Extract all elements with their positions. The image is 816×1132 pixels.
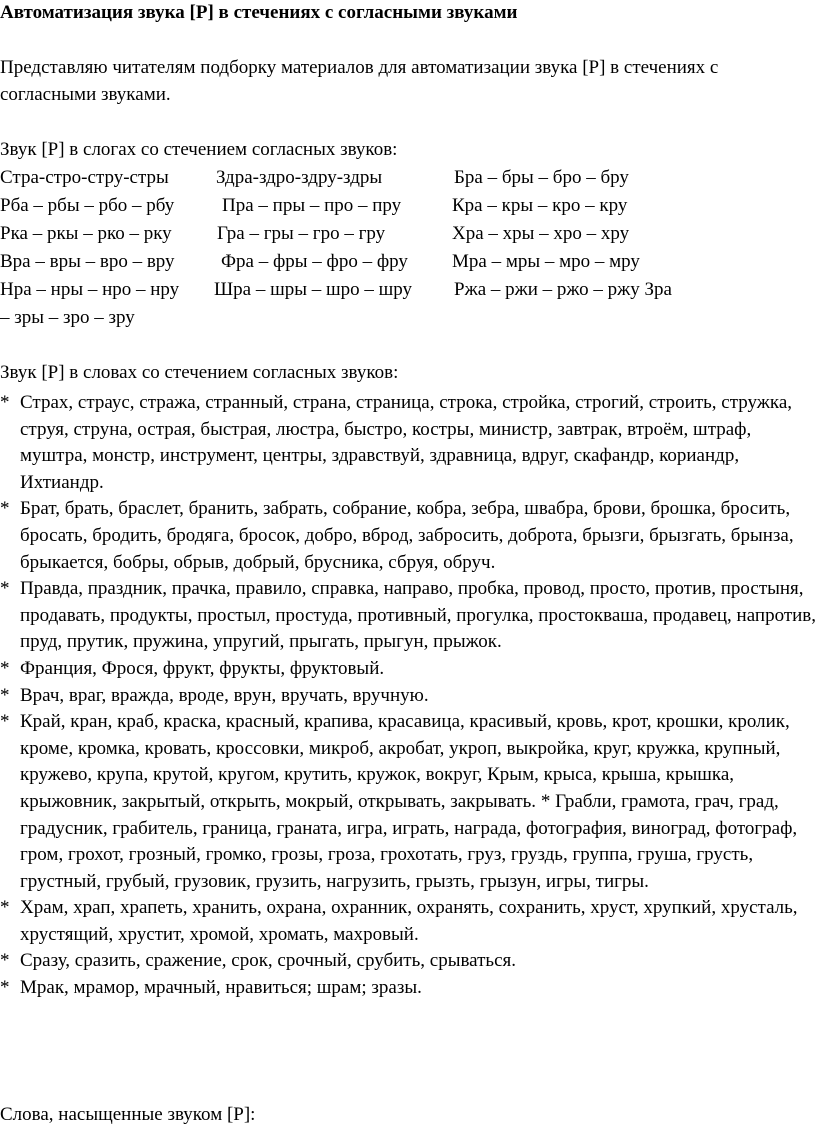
bullet: *: [0, 498, 10, 520]
syllable-group: Кра – кры – кро – кру: [452, 195, 628, 216]
list-item-text: Храм, храп, храпеть, хранить, охрана, охранник, охранять, сохранить, хруст, хрупкий, хрусталь, хрустящий, хрустит, хромой, хромать, махровый.: [20, 897, 798, 945]
list-item-text: Брат, брать, браслет, бранить, забрать, собрание, кобра, зебра, швабра, брови, брошка, бросить, бросать, бродить, бродяга, бросок, добро, вброд, забросить, доброта, брызги, брызгать, брынза, брыкается, бобры, обрыв, добрый, брусника, сбруя, обруч.: [20, 498, 794, 573]
list-item-text: Врач, враг, вражда, вроде, врун, вручать, вручную.: [20, 684, 429, 706]
syllable-row-continuation: – зры – зро – зру: [0, 307, 135, 328]
bullet: *: [0, 711, 10, 733]
list-item: [0, 656, 816, 683]
list-item-text: Край, кран, краб, краска, красный, крапива, красавица, красивый, кровь, крот, крошки, кролик, кроме, кромка, кровать, кроссовки, микроб, акробат, укроп, выкройка, круг, кружка, крупный, кружево, крупа, крутой, кругом, крутить, кружок, вокруг, Крым, крыса, крыша, крышка, крыжовник, закрытый, открыть, мокрый, открывать, закрывать.: [20, 711, 790, 812]
bullet: *: [0, 897, 10, 919]
list-item-text: Правда, праздник, прачка, правило, справка, направо, пробка, провод, просто, против, простыня, продавать, продукты, простыл, простуда, противный, прогулка, простокваша, продавец, напротив, пруд, прутик, пружина, упругий, прыгать, прыгун, прыжок.: [20, 578, 816, 653]
intro-paragraph: Представляю читателям подборку материалов для автоматизации звука [Р] в стечениях с согласными звуками.: [0, 57, 719, 105]
syllables-heading: Звук [Р] в слогах со стечением согласных звуков:: [0, 139, 398, 160]
saturated-words-heading: Слова, насыщенные звуком [Р]:: [0, 1104, 256, 1125]
bullet: *: [0, 977, 10, 999]
syllable-group: Мра – мры – мро – мру: [452, 251, 640, 272]
syllable-group: Гра – гры – гро – гру: [217, 223, 386, 244]
list-item: [0, 390, 816, 496]
syllable-group: Рка – ркы – рко – рку: [0, 223, 172, 244]
syllable-group: Хра – хры – хро – хру: [452, 223, 630, 244]
syllable-group: Бра – бры – бро – бру: [454, 167, 629, 188]
syllable-group: Стра-стро-стру-стры: [0, 167, 169, 188]
list-item: [0, 895, 816, 948]
syllable-group: Нра – нры – нро – нру: [0, 279, 180, 300]
bullet: *: [0, 578, 10, 600]
bullet: *: [0, 950, 10, 972]
word-list: [0, 390, 816, 1002]
list-item: [0, 975, 816, 1002]
list-item-text: Франция, Фрося, фрукт, фрукты, фруктовый.: [20, 657, 385, 679]
list-item: [0, 576, 816, 656]
list-item: [0, 683, 816, 710]
words-heading: Звук [Р] в словах со стечением согласных звуков:: [0, 362, 399, 383]
syllable-group: Рба – рбы – рбо – рбу: [0, 195, 175, 216]
bullet: *: [0, 657, 10, 679]
syllable-group: Здра-здро-здру-здры: [216, 167, 383, 188]
syllable-group: Пра – пры – про – пру: [222, 195, 402, 216]
list-item-text: Мрак, мрамор, мрачный, нравиться; шрам; зразы.: [20, 977, 422, 999]
bullet: *: [0, 392, 10, 413]
bullet: *: [540, 790, 551, 812]
syllable-group: Ржа – ржи – ржо – ржу Зра: [454, 279, 672, 300]
document-title: Автоматизация звука [Р] в стечениях с согласными звуками: [0, 2, 518, 23]
syllable-group: Вра – вры – вро – вру: [0, 251, 175, 272]
list-item-text: Сразу, сразить, сражение, срок, срочный, срубить, срываться.: [20, 950, 517, 972]
list-item: [0, 496, 816, 576]
syllable-group: Шра – шры – шро – шру: [214, 279, 413, 300]
list-item: [0, 948, 816, 975]
list-item-text: Страх, страус, стража, странный, страна, страница, строка, стройка, строгий, строить, стружка, струя, струна, острая, быстрая, люстра, быстро, костры, министр, завтрак, втроём, штраф, муштра, монстр, инструмент, центры, здравствуй, здравница, вдруг, скафандр, кориандр, Ихтиандр.: [20, 392, 793, 493]
syllable-group: Фра – фры – фро – фру: [221, 251, 408, 272]
bullet: *: [0, 684, 10, 706]
list-item-text: Грабли, грамота, грач, град, градусник, грабитель, граница, граната, игра, играть, награда, фотография, виноград, фотограф, гром, грохот, грозный, громко, грозы, гроза, грохотать, груз, груздь, группа, груша, грусть, грустный, грубый, грузовик, грузить, нагрузить, грызть, грызун, игры, тигры.: [20, 790, 798, 892]
list-item: [0, 709, 816, 895]
